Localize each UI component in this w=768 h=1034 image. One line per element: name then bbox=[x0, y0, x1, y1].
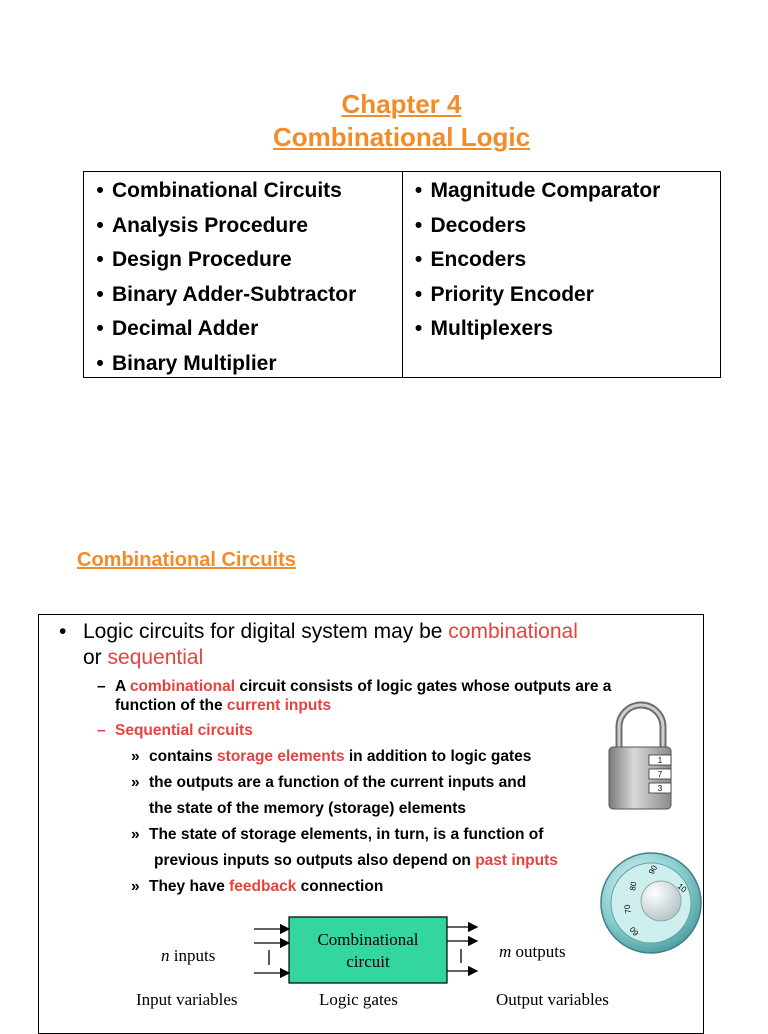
topic-item: • Magnitude Comparator bbox=[414, 179, 661, 202]
padlock-digit: 7 bbox=[657, 770, 663, 779]
chevron-bullet: » bbox=[131, 878, 140, 895]
padlock-digit: 1 bbox=[657, 756, 663, 765]
detail-line: contains storage elements in addition to logic gates bbox=[149, 748, 532, 765]
topics-table bbox=[83, 171, 721, 378]
padlock-icon bbox=[605, 701, 677, 811]
svg-text:70: 70 bbox=[622, 903, 633, 915]
inputs-label: n inputs bbox=[161, 946, 216, 965]
chevron-bullet: » bbox=[131, 748, 140, 765]
svg-text:10: 10 bbox=[675, 881, 689, 895]
topic-item: • Priority Encoder bbox=[414, 282, 594, 306]
input-variables-label: Input variables bbox=[136, 990, 238, 1009]
topic-item: • Decimal Adder bbox=[96, 317, 259, 340]
box-label: Combinational bbox=[317, 930, 419, 949]
chapter-title: Chapter 4 bbox=[341, 89, 462, 119]
topics-column-right bbox=[403, 172, 721, 377]
padlock-digit: 3 bbox=[657, 784, 663, 793]
topics-column-left bbox=[84, 172, 403, 377]
topic-item: • Encoders bbox=[414, 248, 527, 271]
sub-bullet-line: Sequential circuits bbox=[115, 722, 253, 739]
topic-item: • Decoders bbox=[414, 213, 527, 237]
topic-item: • Analysis Procedure bbox=[96, 213, 309, 237]
detail-line: They have feedback connection bbox=[149, 878, 384, 895]
topic-item: • Binary Multiplier bbox=[96, 351, 277, 375]
chevron-bullet: » bbox=[131, 826, 140, 843]
topic-item: • Combinational Circuits bbox=[96, 179, 342, 202]
logic-gates-label: Logic gates bbox=[319, 990, 398, 1009]
svg-text:80: 80 bbox=[628, 881, 639, 892]
svg-text:90: 90 bbox=[646, 863, 660, 876]
outputs-label: m outputs bbox=[499, 942, 566, 961]
output-variables-label: Output variables bbox=[496, 990, 609, 1009]
topic-item: • Multiplexers bbox=[414, 317, 554, 340]
combinational-block-diagram bbox=[39, 905, 703, 1015]
slide-content: • Logic circuits for digital system may be combinational or sequential – A combinational circuit consists of logic gates whose outputs are a function of the current inputs – Sequential circuits » contains storage elements in addition to logic gates » the outputs are a function of the current inputs and the state of the memory (storage) elements » The state of storage elements, in turn, is a function of previous inputs so outputs also depend on past inputs » They have feedback connection 1 7 3 10 90 80 70 60 Combinational circuit n inputs m outputs Input variables Logic gates Output variables bbox=[38, 614, 704, 1034]
sub-bullet-line: function of the current inputs bbox=[115, 697, 332, 714]
detail-line: The state of storage elements, in turn, is a function of bbox=[149, 826, 544, 843]
topic-item: • Design Procedure bbox=[96, 248, 292, 271]
svg-text:60: 60 bbox=[627, 924, 641, 938]
detail-line: previous inputs so outputs also depend on past inputs bbox=[154, 852, 558, 869]
combinational-circuit-box bbox=[289, 917, 447, 983]
dash-bullet: – bbox=[97, 722, 106, 739]
section-heading: Combinational Circuits bbox=[77, 549, 296, 571]
detail-line: the state of the memory (storage) elements bbox=[149, 800, 466, 817]
topic-item: • Binary Adder-Subtractor bbox=[96, 282, 357, 306]
sub-bullet-line: A combinational circuit consists of logic gates whose outputs are a bbox=[115, 678, 612, 695]
detail-line: the outputs are a function of the current inputs and bbox=[149, 774, 527, 791]
dash-bullet: – bbox=[97, 678, 106, 695]
chapter-subtitle: Combinational Logic bbox=[272, 122, 531, 152]
box-label: circuit bbox=[346, 952, 390, 971]
chevron-bullet: » bbox=[131, 774, 140, 791]
